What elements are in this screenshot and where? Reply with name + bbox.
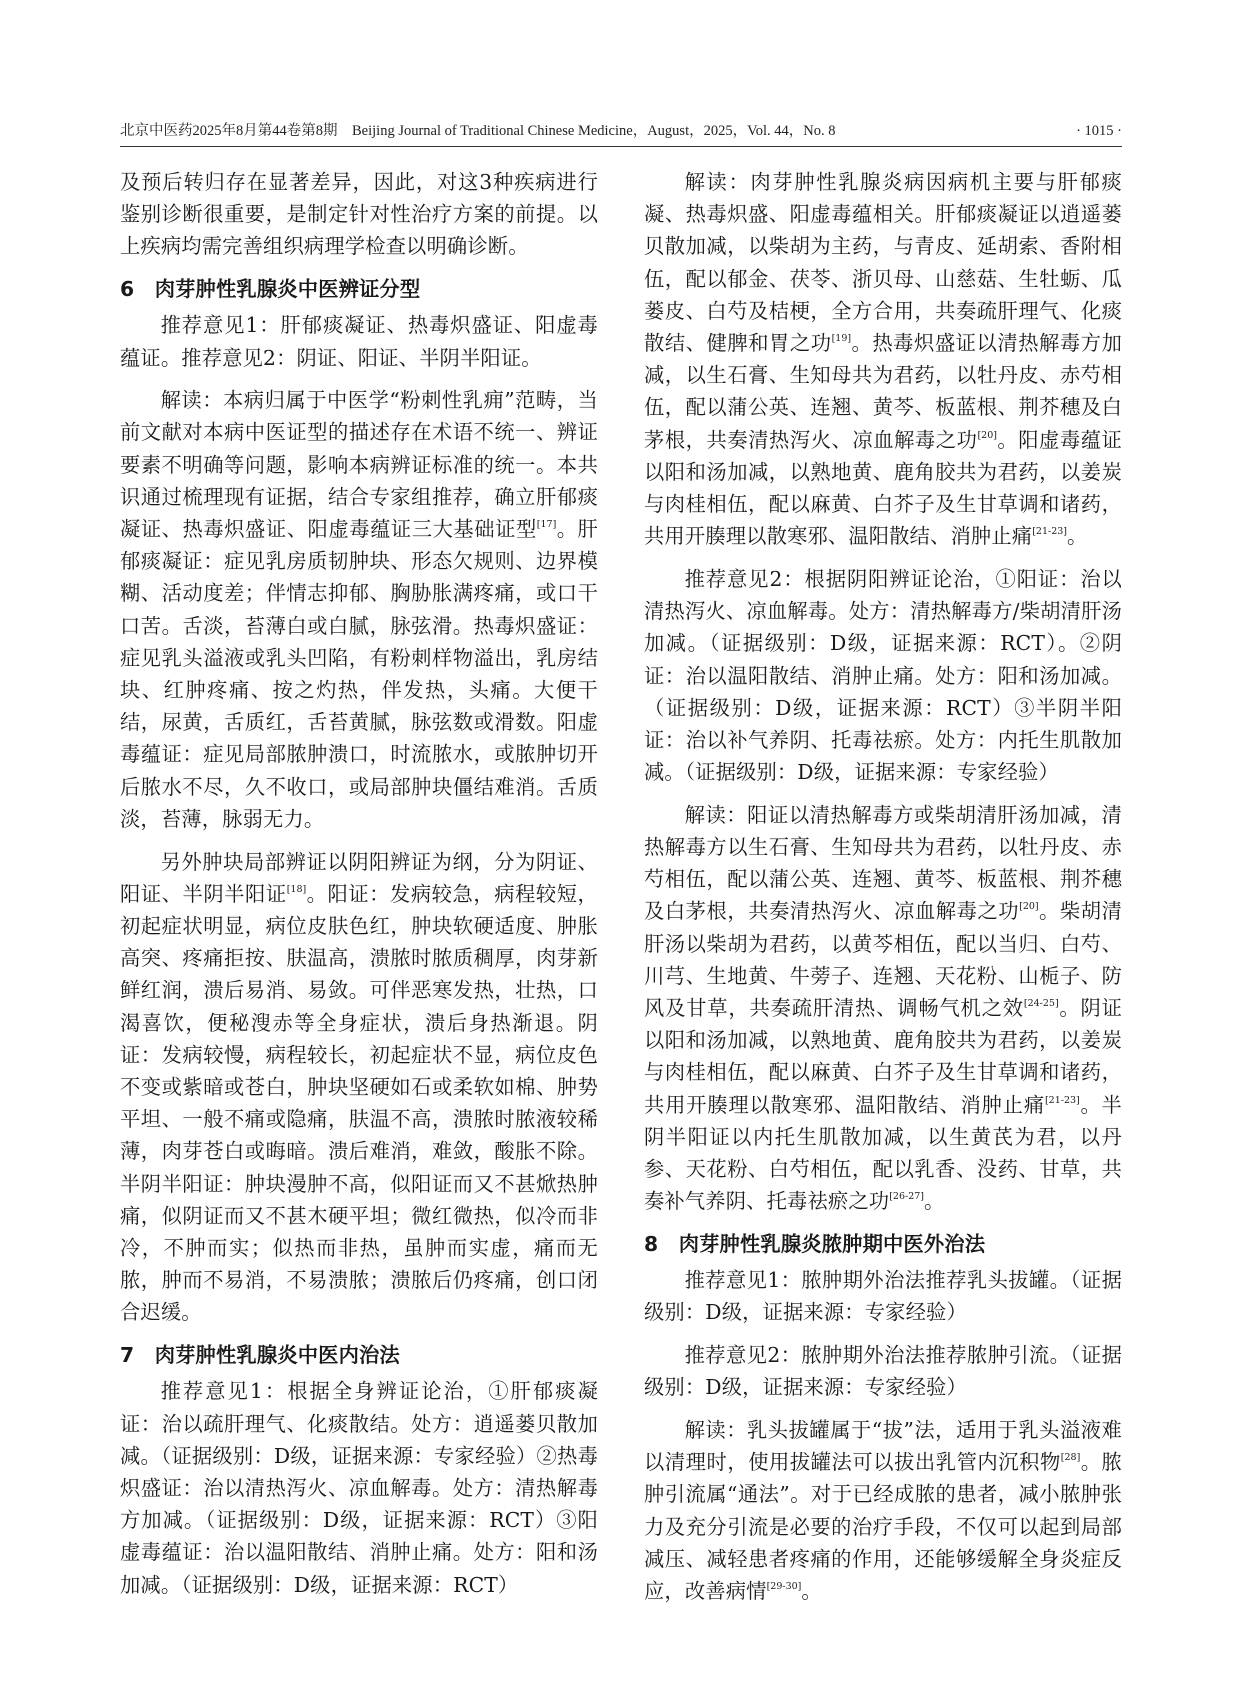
text-run: 解读：本病归属于中医学“粉刺性乳痈”范畴，当前文献对本病中医证型的描述存在术语不统一、辨证要素不明确等问题，影响本病辨证标准的统一。本共识通过梳理现有证据，结合专家组推荐，确立肝郁痰凝证、热毒炽盛证、阳虚毒蕴证三大基础证型 [120, 388, 598, 542]
left-column [120, 166, 598, 1611]
text-run: 。肝郁痰凝证：症见乳房质韧肿块、形态欠规则、边界模糊、活动度差；伴情志抑郁、胸胁胀满疼痛，或口干口苦。舌淡，苔薄白或白腻，脉弦滑。热毒炽盛证：症见乳头溢液或乳头凹陷，有粉刺样物溢出，乳房结块、红肿疼痛、按之灼热，伴发热，头痛。大便干结，尿黄，舌质红，舌苔黄腻，脉弦数或滑数。阳虚毒蕴证：症见局部脓肿溃口，时流脓水，或脓肿切开后脓水不尽，久不收口，或局部肿块僵结难消。舌质淡，苔薄，脉弱无力。 [120, 517, 598, 831]
paragraph [644, 166, 1122, 552]
section-heading-6: 6 肉芽肿性乳腺炎中医辨证分型 [120, 277, 421, 302]
text-run: 。 [1067, 524, 1088, 549]
citation-ref: [19] [831, 333, 852, 345]
paragraph: 推荐意见2：根据阴阳辨证论治，①阳证：治以清热泻火、凉血解毒。处方：清热解毒方/柴胡清肝汤加减。（证据级别：D级，证据来源：RCT）。②阴证：治以温阳散结、消肿止痛。处方：阳和汤加减。（证据级别：D级，证据来源：RCT）③半阴半阳证：治以补气养阴、托毒祛瘀。处方：内托生肌散加减。（证据级别：D级，证据来源：专家经验） [644, 566, 1122, 785]
citation-ref: [28] [1060, 1452, 1081, 1464]
paragraph [120, 846, 598, 1329]
paragraph [644, 799, 1122, 1218]
citation-ref: [24-25] [1023, 998, 1059, 1010]
paragraph [644, 1414, 1122, 1607]
text-run: 。 [801, 1579, 822, 1604]
citation-ref: [21-23] [1044, 1094, 1080, 1106]
paragraph: 推荐意见1：根据全身辨证论治，①肝郁痰凝证：治以疏肝理气、化痰散结。处方：逍遥蒌贝散加减。（证据级别：D级，证据来源：专家经验）②热毒炽盛证：治以清热泻火、凉血解毒。处方：清热解毒方加减。（证据级别：D级，证据来源：RCT）③阳虚毒蕴证：治以温阳散结、消肿止痛。处方：阳和汤加减。（证据级别：D级，证据来源：RCT） [120, 1379, 598, 1597]
text-run: 。脓肿引流属“通法”。对于已经成脓的患者，减小脓肿张力及充分引流是必要的治疗手段，不仅可以起到局部减压、减轻患者疼痛的作用，还能够缓解全身炎症反应，改善病情 [644, 1450, 1122, 1604]
text-run: 。柴胡清肝汤以柴胡为君药，以黄芩相伍，配以当归、白芍、川芎、生地黄、牛蒡子、连翘、天花粉、山栀子、防风及甘草，共奏疏肝清热、调畅气机之效 [644, 899, 1122, 1021]
text-run: 另外肿块局部辨证以阴阳辨证为纲，分为阴证、阳证、半阴半阳证 [120, 849, 598, 906]
right-column [644, 166, 1122, 1618]
text-run: 。 [924, 1189, 945, 1214]
citation-ref: [17] [536, 519, 557, 531]
citation-ref: [20] [1019, 901, 1039, 913]
section-heading-7: 7 肉芽肿性乳腺炎中医内治法 [120, 1343, 400, 1368]
text-run: 解读：阳证以清热解毒方或柴胡清肝汤加减，清热解毒方以生石膏、生知母共为君药，以牡丹皮、赤芍相伍，配以蒲公英、连翘、黄芩、板蓝根、荆芥穗及白茅根，共奏清热泻火、凉血解毒之功 [644, 802, 1122, 924]
text-run: 。阴证以阳和汤加减，以熟地黄、鹿角胶共为君药，以姜炭与肉桂相伍，配以麻黄、白芥子及生甘草调和诸药，共用开腠理以散寒邪、温阳散结、消肿止痛 [644, 996, 1122, 1117]
journal-citation: 北京中医药2025年8月第44卷第8期 Beijing Journal of Traditional Chinese Medicine，August，2025，Vol. 44，No. 8 [120, 123, 836, 139]
citation-ref: [20] [977, 429, 997, 441]
running-header [120, 118, 1122, 144]
paragraph: 推荐意见2：脓肿期外治法推荐脓肿引流。（证据级别：D级，证据来源：专家经验） [644, 1343, 1122, 1400]
text-run: 。阳证：发病较急，病程较短，初起症状明显，病位皮肤色红，肿块软硬适度、肿胀高突、疼痛拒按、肤温高，溃脓时脓质稠厚，肉芽新鲜红润，溃后易消、易敛。可伴恶寒发热，壮热，口渴喜饮，便秘溲赤等全身症状，溃后身热渐退。阴证：发病较慢，病程较长，初起症状不显，病位皮色不变或紫暗或苍白，肿块坚硬如石或柔软如棉、肿势平坦、一般不痛或隐痛，肤温不高，溃脓时脓液较稀薄，肉芽苍白或晦暗。溃后难消，难敛，酸胀不除。半阴半阳证：肿块漫肿不高，似阳证而又不甚焮热肿痛，似阴证而又不甚木硬平坦；微红微热，似冷而非冷，不肿而实；似热而非热，虽肿而实虚，痛而无脓，肿而不易消，不易溃脓；溃脓后仍疼痛，创口闭合迟缓。 [120, 881, 598, 1325]
citation-ref: [29-30] [766, 1581, 802, 1593]
paragraph: 推荐意见1：脓肿期外治法推荐乳头拔罐。（证据级别：D级，证据来源：专家经验） [644, 1268, 1122, 1325]
text-run: 解读：乳头拔罐属于“拔”法，适用于乳头溢液难以清理时，使用拔罐法可以拔出乳管内沉积物 [644, 1418, 1122, 1475]
header-rule [120, 146, 1122, 147]
text-run: 。半阴半阳证以内托生肌散加减，以生黄芪为君，以丹参、天花粉、白芍相伍，配以乳香、没药、甘草，共奏补气养阴、托毒祛瘀之功 [644, 1092, 1122, 1214]
citation-ref: [21-23] [1032, 526, 1068, 538]
text-run: 。阳虚毒蕴证以阳和汤加减，以熟地黄、鹿角胶共为君药，以姜炭与肉桂相伍，配以麻黄、白芥子及生甘草调和诸药，共用开腠理以散寒邪、温阳散结、消肿止痛 [644, 427, 1122, 549]
citation-ref: [26-27] [889, 1191, 924, 1203]
text-run: 。热毒炽盛证以清热解毒方加减，以生石膏、生知母共为君药，以牡丹皮、赤芍相伍，配以蒲公英、连翘、黄芩、板蓝根、荆芥穗及白茅根，共奏清热泻火、凉血解毒之功 [644, 331, 1122, 452]
text-run: 解读：肉芽肿性乳腺炎病因病机主要与肝郁痰凝、热毒炽盛、阳虚毒蕴相关。肝郁痰凝证以逍遥蒌贝散加减，以柴胡为主药，与青皮、延胡索、香附相伍，配以郁金、茯苓、浙贝母、山慈菇、生牡蛎、瓜蒌皮、白芍及桔梗，全方合用，共奏疏肝理气、化痰散结、健脾和胃之功 [644, 170, 1122, 356]
paragraph [120, 384, 598, 835]
citation-ref: [18] [286, 883, 307, 895]
paragraph: 及预后转归存在显著差异，因此，对这3种疾病进行鉴别诊断很重要，是制定针对性治疗方案的前提。以上疾病均需完善组织病理学检查以明确诊断。 [120, 170, 598, 259]
section-heading-8: 8 肉芽肿性乳腺炎脓肿期中医外治法 [644, 1232, 986, 1256]
paragraph: 推荐意见1：肝郁痰凝证、热毒炽盛证、阳虚毒蕴证。推荐意见2：阴证、阳证、半阴半阳证。 [120, 313, 598, 370]
page-number: · 1015 · [1076, 123, 1122, 139]
